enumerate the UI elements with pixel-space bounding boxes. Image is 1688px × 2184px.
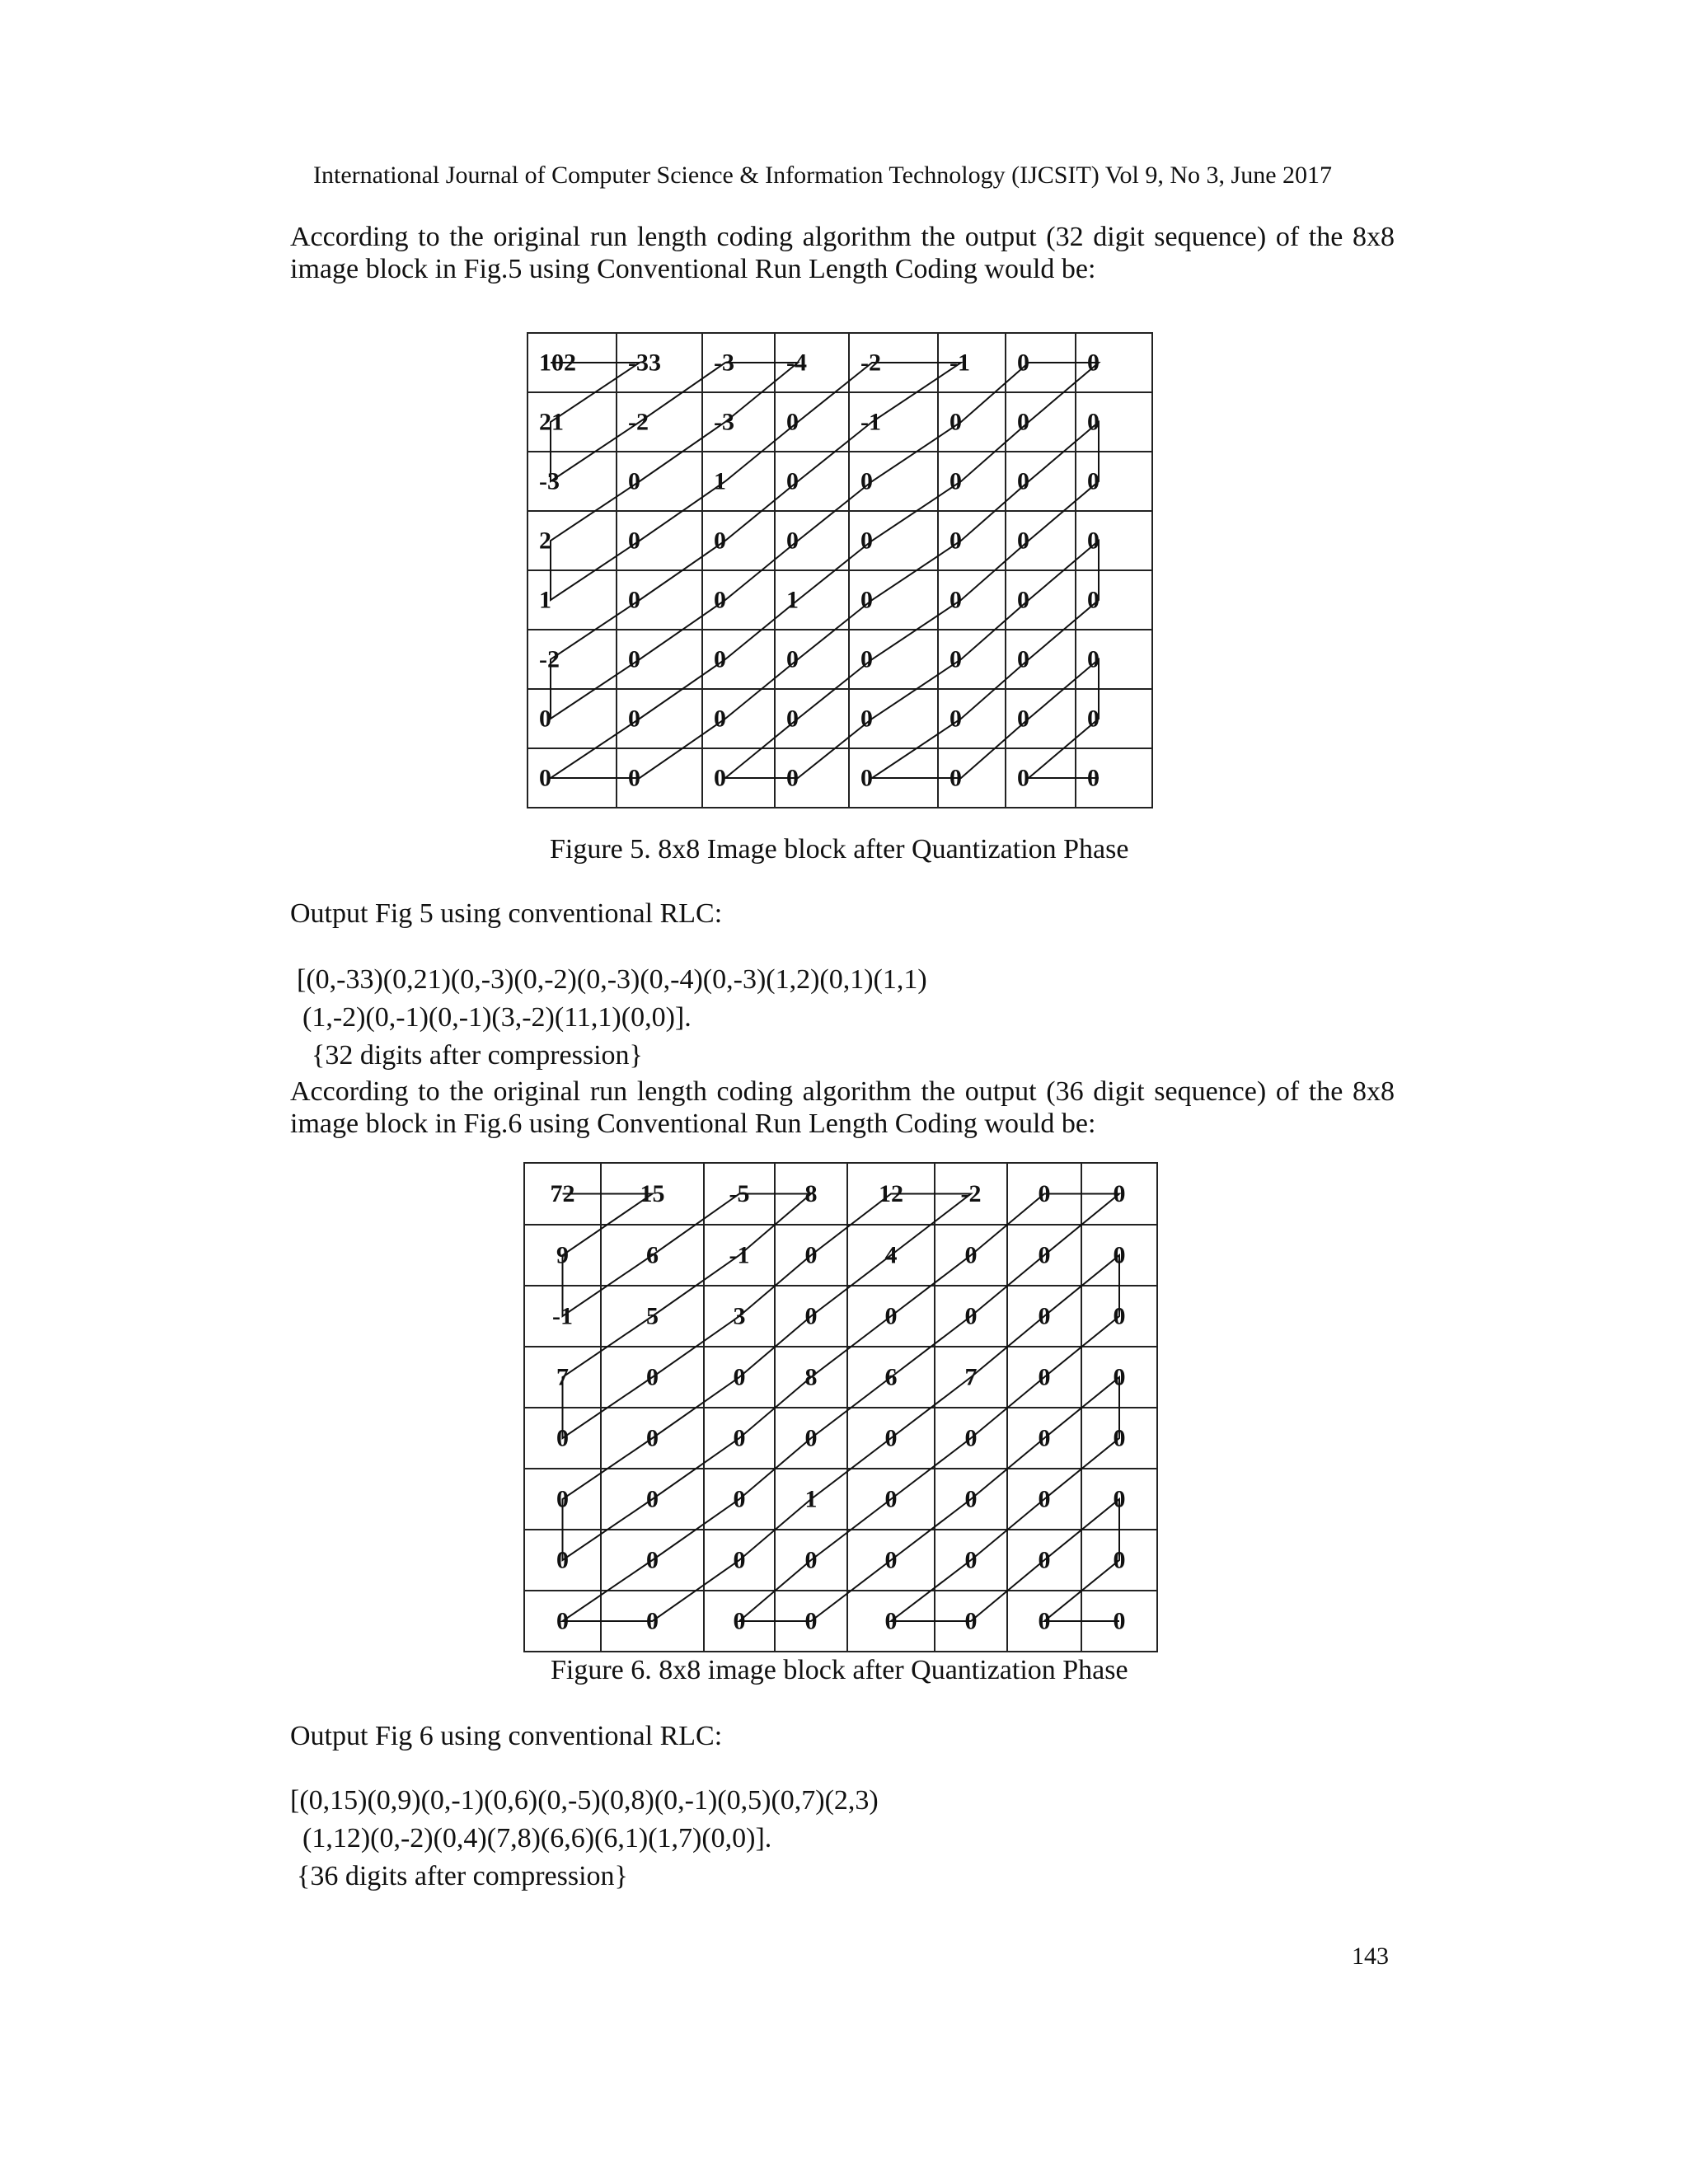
grid-cell-value: 0: [860, 645, 873, 673]
output-5-sequence-line1: [(0,-33)(0,21)(0,-3)(0,-2)(0,-3)(0,-4)(0,-3)(1,2)(0,1)(1,1): [297, 964, 927, 995]
grid-cell-value: 9: [556, 1241, 569, 1269]
grid-cell-value: 0: [786, 764, 799, 792]
grid-cell-value: 0: [714, 705, 726, 733]
grid-cell-value: 1: [804, 1485, 818, 1513]
grid-cell-value: 0: [964, 1241, 978, 1269]
grid-cell-value: 0: [646, 1607, 659, 1635]
grid-cell-value: 0: [714, 586, 726, 614]
grid-cell-value: -1: [860, 408, 881, 436]
grid-cell-value: 0: [1038, 1607, 1051, 1635]
grid-cell-value: 0: [950, 705, 962, 733]
grid-cell-value: 0: [556, 1607, 569, 1635]
grid-cell-value: 8: [804, 1180, 818, 1207]
grid-cell-value: 6: [646, 1241, 659, 1269]
grid-cell-value: 0: [860, 527, 873, 555]
grid-cell-value: 0: [1038, 1485, 1051, 1513]
grid-cell-value: 0: [804, 1607, 818, 1635]
grid-cell-value: 0: [1038, 1546, 1051, 1574]
grid-cell-value: 0: [804, 1424, 818, 1452]
paragraph-line: According to the original run length coding algorithm the output (36 digit sequence) of the 8x8: [290, 1076, 1395, 1107]
grid-cell-value: 0: [628, 645, 640, 673]
grid-cell-value: -1: [950, 349, 970, 377]
grid-cell-value: 0: [556, 1485, 569, 1513]
grid-cell-value: 0: [714, 764, 726, 792]
grid-cell-value: 0: [950, 645, 962, 673]
grid-cell-value: 0: [733, 1424, 746, 1452]
grid-cell-value: 7: [556, 1363, 569, 1391]
grid-cell-value: 72: [550, 1180, 575, 1207]
paragraph-fig6-intro: [290, 1076, 1395, 1140]
grid-cell-value: 0: [804, 1241, 818, 1269]
grid-cell-value: 102: [539, 349, 576, 377]
grid-cell-value: 0: [714, 527, 726, 555]
grid-cell-value: 0: [1017, 467, 1029, 495]
grid-cell-value: -33: [628, 349, 661, 377]
grid-cell-value: 0: [950, 408, 962, 436]
output-5-sequence-line2: (1,-2)(0,-1)(0,-1)(3,-2)(11,1)(0,0)].: [302, 1002, 692, 1033]
paragraph-line: image block in Fig.6 using Conventional Run Length Coding would be:: [290, 1108, 1096, 1139]
grid-cell-value: 0: [1038, 1241, 1051, 1269]
grid-cell-value: 0: [1087, 586, 1100, 614]
grid-cell-value: 0: [964, 1607, 978, 1635]
grid-cell-value: 1: [539, 586, 551, 614]
paragraph-line: According to the original run length coding algorithm the output (32 digit sequence) of the 8x8: [290, 222, 1395, 252]
grid-cell-value: 0: [884, 1424, 898, 1452]
paragraph-line: image block in Fig.5 using Conventional Run Length Coding would be:: [290, 254, 1096, 284]
grid-cell-value: 2: [539, 527, 551, 555]
grid-cell-value: -3: [539, 467, 560, 495]
grid-cell-value: 0: [1087, 349, 1100, 377]
grid-cell-value: -3: [714, 408, 734, 436]
grid-cell-value: -2: [960, 1180, 982, 1207]
grid-cell-value: 0: [860, 764, 873, 792]
paragraph-fig5-intro: [290, 221, 1395, 285]
grid-cell-value: 3: [733, 1302, 746, 1330]
grid-cell-value: 0: [646, 1485, 659, 1513]
grid-cell-value: 0: [964, 1485, 978, 1513]
grid-cell-value: 21: [539, 408, 564, 436]
grid-cell-value: 1: [786, 586, 799, 614]
grid-cell-value: -4: [786, 349, 807, 377]
grid-cell-value: 0: [714, 645, 726, 673]
output-6-sequence-line1: [(0,15)(0,9)(0,-1)(0,6)(0,-5)(0,8)(0,-1)(0,5)(0,7)(2,3): [290, 1785, 879, 1816]
grid-cell-value: 0: [1017, 764, 1029, 792]
output-5-title: Output Fig 5 using conventional RLC:: [290, 898, 723, 929]
grid-cell-value: 0: [804, 1302, 818, 1330]
grid-cell-value: 0: [646, 1424, 659, 1452]
grid-cell-value: 0: [1113, 1302, 1126, 1330]
grid-cell-value: 0: [786, 527, 799, 555]
grid-cell-value: 0: [884, 1302, 898, 1330]
grid-cell-value: 0: [1087, 467, 1100, 495]
grid-cell-value: 0: [964, 1546, 978, 1574]
grid-cell-value: 0: [1087, 408, 1100, 436]
grid-cell-value: 7: [964, 1363, 978, 1391]
grid-cell-value: 0: [1113, 1424, 1126, 1452]
grid-cell-value: 0: [1017, 645, 1029, 673]
grid-cell-value: 5: [646, 1302, 659, 1330]
grid-cell-value: 15: [640, 1180, 665, 1207]
output-6-title: Output Fig 6 using conventional RLC:: [290, 1721, 723, 1751]
output-5-note: {32 digits after compression}: [312, 1040, 643, 1071]
grid-cell-value: 0: [1038, 1363, 1051, 1391]
grid-cell-value: 0: [1087, 645, 1100, 673]
grid-cell-value: 0: [786, 467, 799, 495]
output-6-sequence-line2: (1,12)(0,-2)(0,4)(7,8)(6,6)(6,1)(1,7)(0,0)].: [302, 1823, 772, 1854]
grid-cell-value: -1: [729, 1241, 750, 1269]
grid-cell-value: 0: [950, 764, 962, 792]
grid-cell-value: 0: [539, 705, 551, 733]
grid-cell-value: 0: [646, 1546, 659, 1574]
grid-cell-value: 0: [1087, 527, 1100, 555]
output-6-note: {36 digits after compression}: [297, 1861, 628, 1891]
figure-6-zigzag-grid: [524, 1163, 1159, 1657]
grid-cell-value: 0: [1087, 764, 1100, 792]
grid-cell-value: 0: [1017, 527, 1029, 555]
grid-cell-value: -2: [860, 349, 881, 377]
grid-cell-value: 0: [786, 645, 799, 673]
grid-cell-value: 4: [884, 1241, 898, 1269]
grid-cell-value: 0: [860, 705, 873, 733]
grid-cell-value: 0: [1113, 1607, 1126, 1635]
grid-cell-value: 0: [786, 408, 799, 436]
grid-cell-value: 0: [860, 467, 873, 495]
grid-cell-value: 0: [646, 1363, 659, 1391]
grid-cell-value: 0: [1038, 1424, 1051, 1452]
grid-cell-value: 0: [950, 467, 962, 495]
grid-cell-value: 0: [1017, 408, 1029, 436]
page-number: 143: [1352, 1943, 1389, 1970]
grid-cell-value: 0: [950, 586, 962, 614]
grid-cell-value: 0: [1113, 1241, 1126, 1269]
grid-cell-value: 0: [539, 764, 551, 792]
grid-cell-value: 0: [1113, 1485, 1126, 1513]
grid-cell-value: 0: [733, 1363, 746, 1391]
grid-cell-value: 0: [804, 1546, 818, 1574]
grid-cell-value: -2: [539, 645, 560, 673]
grid-cell-value: 0: [556, 1424, 569, 1452]
grid-cell-value: 0: [628, 467, 640, 495]
grid-cell-value: -5: [729, 1180, 750, 1207]
grid-cell-value: 0: [556, 1546, 569, 1574]
grid-cell-value: 0: [950, 527, 962, 555]
grid-cell-value: 0: [1038, 1302, 1051, 1330]
grid-cell-value: 0: [733, 1546, 746, 1574]
grid-cell-value: 0: [860, 586, 873, 614]
grid-cell-value: 0: [1113, 1363, 1126, 1391]
grid-cell-value: 0: [884, 1607, 898, 1635]
grid-cell-value: -3: [714, 349, 734, 377]
grid-cell-value: 0: [786, 705, 799, 733]
grid-cell-value: 0: [628, 527, 640, 555]
grid-cell-value: 0: [1038, 1180, 1051, 1207]
figure-5-zigzag-grid: [528, 333, 1154, 811]
figure-6-caption: Figure 6. 8x8 image block after Quantization Phase: [551, 1655, 1128, 1685]
grid-cell-value: -2: [628, 408, 649, 436]
grid-cell-value: 6: [884, 1363, 898, 1391]
grid-cell-value: 0: [964, 1424, 978, 1452]
grid-cell-value: 0: [628, 586, 640, 614]
grid-cell-value: 0: [1087, 705, 1100, 733]
grid-cell-value: 0: [1017, 586, 1029, 614]
grid-cell-value: 12: [879, 1180, 903, 1207]
grid-cell-value: 1: [714, 467, 726, 495]
grid-cell-value: 0: [1017, 705, 1029, 733]
grid-cell-value: 8: [804, 1363, 818, 1391]
grid-cell-value: 0: [628, 705, 640, 733]
grid-cell-value: 0: [964, 1302, 978, 1330]
figure-5-caption: Figure 5. 8x8 Image block after Quantization Phase: [550, 834, 1129, 865]
grid-cell-value: 0: [1017, 349, 1029, 377]
grid-cell-value: -1: [552, 1302, 573, 1330]
running-header: International Journal of Computer Science & Information Technology (IJCSIT) Vol 9, No 3, June 2017: [313, 162, 1333, 189]
grid-cell-value: 0: [733, 1607, 746, 1635]
grid-cell-value: 0: [733, 1485, 746, 1513]
grid-cell-value: 0: [1113, 1180, 1126, 1207]
grid-cell-value: 0: [628, 764, 640, 792]
grid-cell-value: 0: [884, 1485, 898, 1513]
grid-cell-value: 0: [1113, 1546, 1126, 1574]
grid-cell-value: 0: [884, 1546, 898, 1574]
